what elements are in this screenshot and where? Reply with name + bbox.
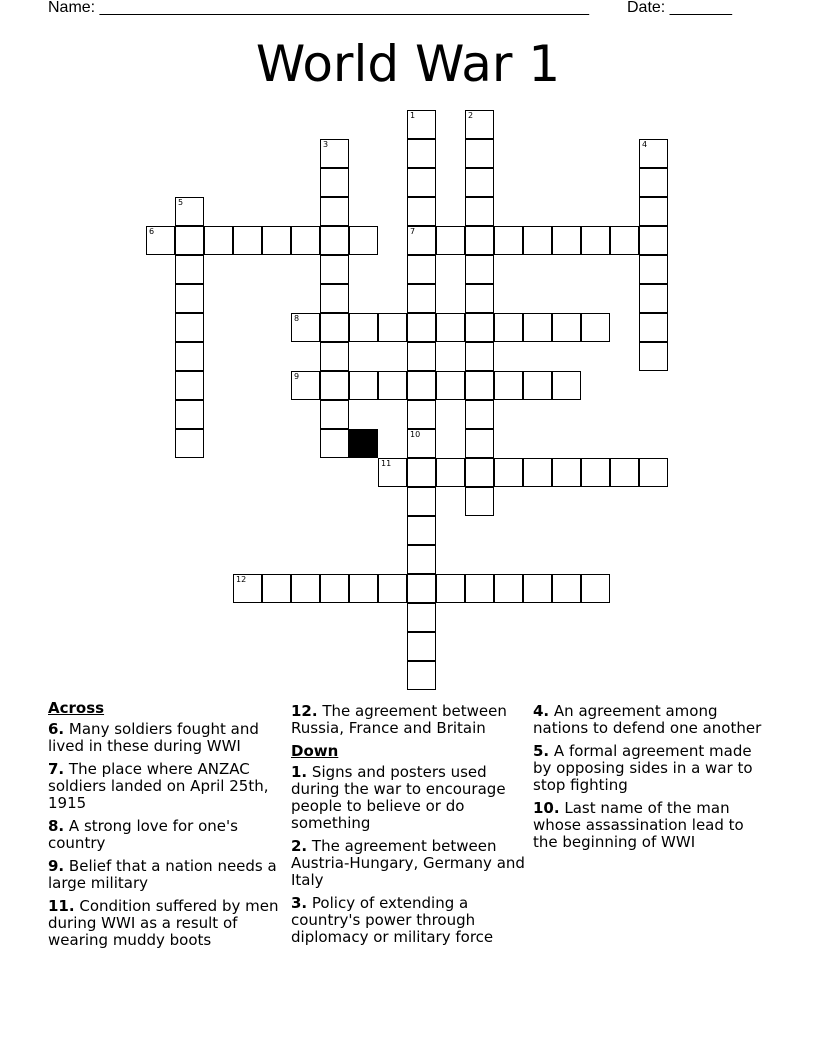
grid-cell[interactable]: [407, 429, 436, 458]
clue-down-2: [291, 838, 527, 889]
grid-cell[interactable]: [407, 545, 436, 574]
clue-number-label: 3: [323, 140, 329, 149]
grid-cell[interactable]: [494, 371, 523, 400]
grid-cell[interactable]: [349, 313, 378, 342]
down-heading: Down: [291, 742, 339, 760]
grid-cell[interactable]: [639, 313, 668, 342]
grid-cell[interactable]: [494, 226, 523, 255]
grid-cell[interactable]: [639, 168, 668, 197]
grid-cell[interactable]: [610, 226, 639, 255]
grid-cell[interactable]: [175, 313, 204, 342]
clue-number: 1.: [291, 763, 308, 781]
grid-cell[interactable]: [262, 574, 291, 603]
page-title: World War 1: [255, 35, 561, 93]
grid-cell[interactable]: [175, 429, 204, 458]
grid-cell[interactable]: [233, 226, 262, 255]
clue-text: Signs and posters used during the war to encourage people to believe or do something: [291, 763, 506, 832]
grid-cell[interactable]: [320, 139, 349, 168]
grid-cell[interactable]: [639, 284, 668, 313]
grid-cell[interactable]: [465, 429, 494, 458]
black-square: [349, 429, 378, 458]
clue-number-label: 6: [149, 227, 155, 236]
clue-text: Policy of extending a country's power through diplomacy or military force: [291, 894, 494, 946]
grid-cell[interactable]: [291, 226, 320, 255]
grid-cell[interactable]: [436, 226, 465, 255]
grid-cell[interactable]: [407, 632, 436, 661]
grid-cell[interactable]: [407, 226, 436, 255]
clue-down-1: [291, 764, 527, 832]
grid-cell[interactable]: [494, 574, 523, 603]
clue-down-4: [533, 703, 763, 737]
grid-cell[interactable]: [175, 226, 204, 255]
grid-cell[interactable]: [465, 574, 494, 603]
clue-across-6: [48, 721, 284, 755]
across-heading: Across: [48, 699, 105, 717]
name-field-label: Name: _______________________________________________________: [48, 0, 589, 16]
clues-column-3: [533, 703, 763, 857]
grid-cell[interactable]: [436, 313, 465, 342]
grid-cell[interactable]: [407, 400, 436, 429]
clue-number: 5.: [533, 742, 550, 760]
grid-cell[interactable]: [378, 371, 407, 400]
grid-cell[interactable]: [465, 487, 494, 516]
clue-across-11: [48, 898, 284, 949]
clue-text: Belief that a nation needs a large military: [48, 857, 277, 892]
grid-cell[interactable]: [262, 226, 291, 255]
grid-cell[interactable]: [639, 342, 668, 371]
clue-text: The agreement between Austria-Hungary, Germany and Italy: [291, 837, 525, 889]
grid-cell[interactable]: [523, 313, 552, 342]
grid-cell[interactable]: [581, 226, 610, 255]
grid-cell[interactable]: [378, 313, 407, 342]
grid-cell[interactable]: [320, 429, 349, 458]
clue-number: 12.: [291, 702, 318, 720]
clue-number-label: 10: [410, 430, 421, 439]
grid-cell[interactable]: [320, 371, 349, 400]
grid-cell[interactable]: [407, 603, 436, 632]
grid-cell[interactable]: [465, 139, 494, 168]
grid-cell[interactable]: [291, 574, 320, 603]
grid-cell[interactable]: [523, 371, 552, 400]
clue-down-5: [533, 743, 763, 794]
grid-cell[interactable]: [639, 197, 668, 226]
grid-cell[interactable]: [146, 226, 175, 255]
grid-cell[interactable]: [465, 226, 494, 255]
clue-number: 2.: [291, 837, 308, 855]
clue-number: 7.: [48, 760, 65, 778]
clue-text: A strong love for one's country: [48, 817, 238, 852]
clue-text: The place where ANZAC soldiers landed on April 25th, 1915: [48, 760, 269, 812]
grid-cell[interactable]: [291, 313, 320, 342]
clue-number-label: 1: [410, 111, 416, 120]
grid-cell[interactable]: [581, 574, 610, 603]
grid-cell[interactable]: [639, 458, 668, 487]
grid-cell[interactable]: [204, 226, 233, 255]
grid-cell[interactable]: [320, 400, 349, 429]
grid-cell[interactable]: [436, 574, 465, 603]
grid-cell[interactable]: [465, 110, 494, 139]
grid-cell[interactable]: [523, 574, 552, 603]
clue-number: 3.: [291, 894, 308, 912]
grid-cell[interactable]: [494, 313, 523, 342]
clue-down-10: [533, 800, 763, 851]
grid-cell[interactable]: [175, 342, 204, 371]
clue-number-label: 5: [178, 198, 184, 207]
grid-cell[interactable]: [378, 458, 407, 487]
grid-cell[interactable]: [320, 284, 349, 313]
grid-cell[interactable]: [523, 458, 552, 487]
clue-number: 6.: [48, 720, 65, 738]
grid-cell[interactable]: [465, 342, 494, 371]
grid-cell[interactable]: [349, 226, 378, 255]
grid-cell[interactable]: [465, 458, 494, 487]
grid-cell[interactable]: [465, 371, 494, 400]
clue-number: 10.: [533, 799, 560, 817]
grid-cell[interactable]: [407, 197, 436, 226]
grid-cell[interactable]: [175, 400, 204, 429]
clue-across-7: [48, 761, 284, 812]
grid-cell[interactable]: [407, 371, 436, 400]
clue-across-12: [291, 703, 527, 737]
clue-number: 11.: [48, 897, 75, 915]
grid-cell[interactable]: [349, 574, 378, 603]
clues-column-1: [48, 700, 284, 955]
date-field-label: Date: _______: [627, 0, 732, 16]
grid-cell[interactable]: [175, 371, 204, 400]
grid-cell[interactable]: [407, 139, 436, 168]
grid-cell[interactable]: [552, 371, 581, 400]
grid-cell[interactable]: [407, 313, 436, 342]
grid-cell[interactable]: [407, 342, 436, 371]
grid-cell[interactable]: [465, 400, 494, 429]
grid-cell[interactable]: [407, 661, 436, 690]
grid-cell[interactable]: [436, 371, 465, 400]
clue-text: Many soldiers fought and lived in these during WWI: [48, 720, 259, 755]
grid-cell[interactable]: [581, 313, 610, 342]
clue-number-label: 4: [642, 140, 648, 149]
grid-cell[interactable]: [233, 574, 262, 603]
grid-cell[interactable]: [465, 197, 494, 226]
grid-cell[interactable]: [552, 458, 581, 487]
grid-cell[interactable]: [465, 284, 494, 313]
grid-cell[interactable]: [552, 313, 581, 342]
grid-cell[interactable]: [407, 255, 436, 284]
clue-number: 9.: [48, 857, 65, 875]
clue-number: 4.: [533, 702, 550, 720]
grid-cell[interactable]: [581, 458, 610, 487]
grid-cell[interactable]: [465, 168, 494, 197]
grid-cell[interactable]: [291, 371, 320, 400]
grid-cell[interactable]: [407, 487, 436, 516]
grid-cell[interactable]: [639, 226, 668, 255]
grid-cell[interactable]: [639, 255, 668, 284]
grid-cell[interactable]: [639, 139, 668, 168]
grid-cell[interactable]: [175, 197, 204, 226]
grid-cell[interactable]: [523, 226, 552, 255]
grid-cell[interactable]: [407, 458, 436, 487]
grid-cell[interactable]: [320, 342, 349, 371]
grid-cell[interactable]: [494, 458, 523, 487]
clue-number-label: 9: [294, 372, 300, 381]
grid-cell[interactable]: [175, 255, 204, 284]
grid-cell[interactable]: [407, 110, 436, 139]
grid-cell[interactable]: [407, 574, 436, 603]
clue-text: The agreement between Russia, France and Britain: [291, 702, 507, 737]
clue-text: A formal agreement made by opposing sides in a war to stop fighting: [533, 742, 753, 794]
grid-cell[interactable]: [320, 255, 349, 284]
clue-number-label: 7: [410, 227, 416, 236]
clue-text: Last name of the man whose assassination lead to the beginning of WWI: [533, 799, 744, 851]
clue-across-9: [48, 858, 284, 892]
grid-cell[interactable]: [610, 458, 639, 487]
grid-cell[interactable]: [552, 574, 581, 603]
clue-number-label: 2: [468, 111, 474, 120]
clue-number-label: 11: [381, 459, 392, 468]
grid-cell[interactable]: [320, 197, 349, 226]
clue-number: 8.: [48, 817, 65, 835]
clue-across-8: [48, 818, 284, 852]
grid-cell[interactable]: [552, 226, 581, 255]
grid-cell[interactable]: [349, 371, 378, 400]
grid-cell[interactable]: [320, 574, 349, 603]
grid-cell[interactable]: [465, 313, 494, 342]
clue-text: An agreement among nations to defend one another: [533, 702, 762, 737]
clue-text: Condition suffered by men during WWI as a result of wearing muddy boots: [48, 897, 279, 949]
clues-column-2: [291, 703, 527, 952]
grid-cell[interactable]: [407, 284, 436, 313]
clue-number-label: 12: [236, 575, 247, 584]
grid-cell[interactable]: [407, 516, 436, 545]
grid-cell[interactable]: [407, 168, 436, 197]
clue-number-label: 8: [294, 314, 300, 323]
grid-cell[interactable]: [320, 226, 349, 255]
clue-down-3: [291, 895, 527, 946]
grid-cell[interactable]: [175, 284, 204, 313]
grid-cell[interactable]: [465, 255, 494, 284]
grid-cell[interactable]: [320, 313, 349, 342]
grid-cell[interactable]: [320, 168, 349, 197]
grid-cell[interactable]: [378, 574, 407, 603]
grid-cell[interactable]: [436, 458, 465, 487]
